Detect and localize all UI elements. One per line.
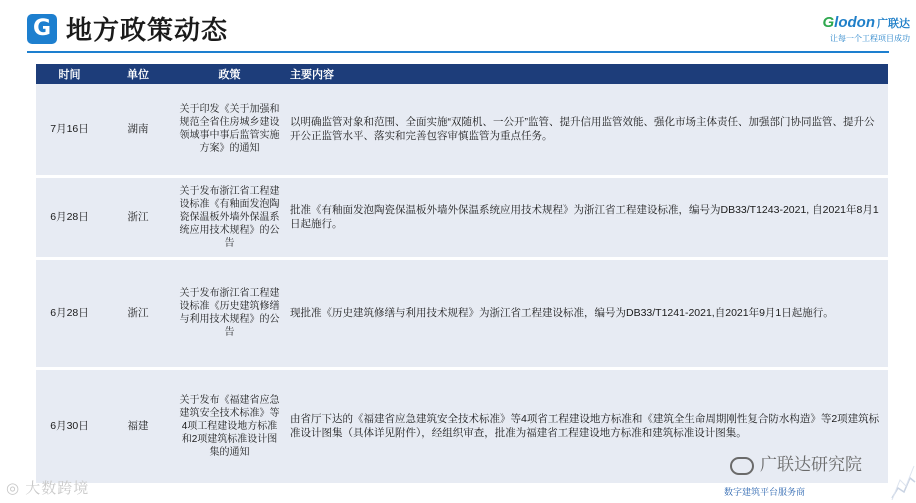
row-content: 以明确监管对象和范围、全面实施“双随机、一公开”监管、提升信用监管效能、强化市场主体责任、加强部门协同监管、提升公开公正监管水平、落实和完善包容审慎监管为重点任务。 (286, 84, 888, 176)
header-divider (27, 51, 889, 53)
row-date: 6月28日 (36, 258, 103, 368)
row-date: 7月16日 (36, 84, 103, 176)
table-row (36, 84, 888, 176)
row-unit: 浙江 (103, 176, 173, 258)
row-policy: 关于发布浙江省工程建设标准《有釉面发泡陶瓷保温板外墙外保温系统应用技术规程》的公告 (173, 176, 286, 258)
footer-subtext: 数字建筑平台服务商 (724, 487, 806, 497)
logo-icon: G (27, 14, 57, 44)
brand-name (806, 14, 910, 31)
column-header-date: 时间 (36, 64, 103, 84)
row-unit: 浙江 (103, 258, 173, 368)
row-content: 由省厅下达的《福建省应急建筑安全技术标准》等4项省工程建设地方标准和《建筑全生命周期刚性复合防水构造》等2项建筑标准设计图集（具体详见附件），经组织审查，批准为福建省工程建设地方标准和建筑标准设计图集。 (286, 368, 888, 484)
row-policy: 关于发布浙江省工程建设标准《历史建筑修缮与利用技术规程》的公告 (173, 258, 286, 368)
row-date: 6月30日 (36, 368, 103, 484)
table-row (36, 176, 888, 258)
table-header-row (36, 64, 888, 84)
row-content: 现批准《历史建筑修缮与利用技术规程》为浙江省工程建设标准，编号为DB33/T1241-2021,自2021年9月1日起施行。 (286, 258, 888, 368)
watermark-left: ◎ 大数跨境 (6, 480, 90, 497)
brand-name-rest: lodon (834, 14, 875, 31)
corner-decoration-icon (890, 460, 916, 500)
row-unit: 福建 (103, 368, 173, 484)
brand-name-cn: 广联达 (877, 18, 910, 30)
brand-slogan: 让每一个工程项目成功 (830, 34, 910, 43)
column-header-unit: 单位 (103, 64, 173, 84)
brand-logo (806, 14, 910, 44)
row-unit: 湖南 (103, 84, 173, 176)
column-header-policy: 政策 (173, 64, 286, 84)
row-date: 6月28日 (36, 176, 103, 258)
policy-table (36, 64, 888, 486)
row-policy: 关于发布《福建省应急建筑安全技术标准》等4项工程建设地方标准和2项建筑标准设计图集的通知 (173, 368, 286, 484)
page-title: 地方政策动态 (66, 15, 229, 45)
row-policy: 关于印发《关于加强和规范全省住房城乡建设领域事中事后监管实施方案》的通知 (173, 84, 286, 176)
row-content: 批准《有釉面发泡陶瓷保温板外墙外保温系统应用技术规程》为浙江省工程建设标准，编号为DB33/T1243-2021, 自2021年8月1日起施行。 (286, 176, 888, 258)
watermark-right-text: 广联达研究院 (760, 455, 862, 474)
table-row (36, 258, 888, 368)
brand-name-initial: G (822, 14, 835, 31)
watermark-right (730, 450, 862, 475)
wechat-icon (730, 457, 754, 475)
column-header-content: 主要内容 (286, 64, 888, 84)
